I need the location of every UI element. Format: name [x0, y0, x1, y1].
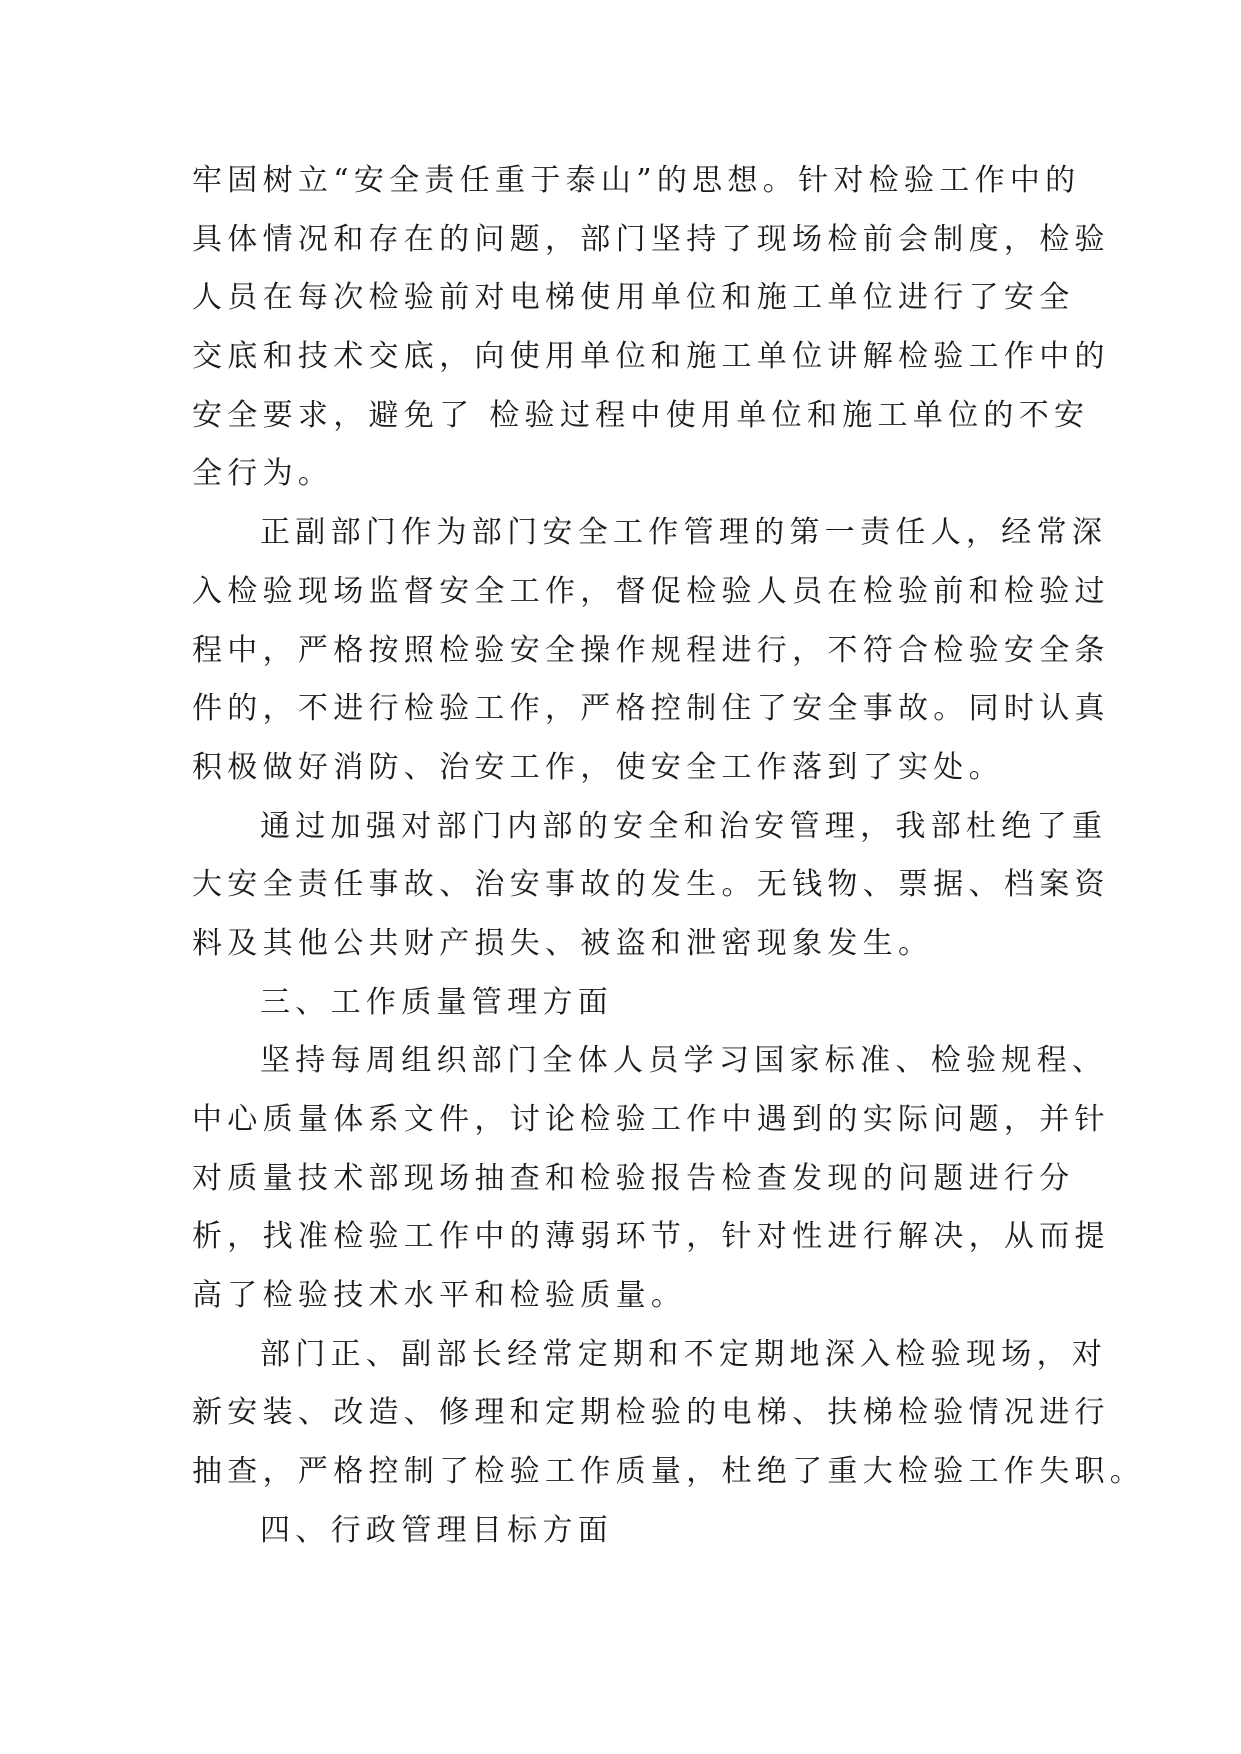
body-line: 安全要求，避免了 检验过程中使用单位和施工单位的不安: [192, 397, 1090, 433]
body-line: 积极做好消防、治安工作，使安全工作落到了实处。: [192, 749, 1004, 785]
body-line: 析，找准检验工作中的薄弱环节，针对性进行解决，从而提: [192, 1219, 1110, 1255]
body-line: 程中，严格按照检验安全操作规程进行，不符合检验安全条: [192, 632, 1110, 668]
body-line: 牢固树立“安全责任重于泰山”的思想。针对检验工作中的: [192, 163, 1081, 198]
body-line: 交底和技术交底，向使用单位和施工单位讲解检验工作中的: [192, 339, 1110, 375]
section-heading: 四、行政管理目标方面: [260, 1512, 613, 1548]
body-line: 料及其他公共财产损失、被盗和泄密现象发生。: [192, 925, 934, 961]
body-line: 对质量技术部现场抽查和检验报告检查发现的问题进行分: [192, 1160, 1075, 1196]
body-line: 高了检验技术水平和检验质量。: [192, 1278, 687, 1314]
body-line: 全行为。: [192, 456, 334, 492]
body-line: 大安全责任事故、治安事故的发生。无钱物、票据、档案资: [192, 867, 1110, 903]
body-line: 抽查，严格控制了检验工作质量，杜绝了重大检验工作失职。: [192, 1454, 1146, 1490]
paragraph-start-line: 部门正、副部长经常定期和不定期地深入检验现场，对: [260, 1336, 1108, 1372]
body-line: 具体情况和存在的问题，部门坚持了现场检前会制度，检验: [192, 221, 1110, 257]
body-line: 新安装、改造、修理和定期检验的电梯、扶梯检验情况进行: [192, 1395, 1110, 1431]
body-line: 人员在每次检验前对电梯使用单位和施工单位进行了安全: [192, 280, 1075, 316]
body-line: 中心质量体系文件，讨论检验工作中遇到的实际问题，并针: [192, 1102, 1110, 1137]
body-line: 件的，不进行检验工作，严格控制住了安全事故。同时认真: [192, 691, 1110, 727]
document-body: [192, 152, 1146, 1561]
paragraph-start-line: 通过加强对部门内部的安全和治安管理，我部杜绝了重: [260, 808, 1108, 844]
paragraph-start-line: 正副部门作为部门安全工作管理的第一责任人，经常深: [260, 515, 1108, 551]
section-heading: 三、工作质量管理方面: [260, 984, 613, 1020]
paragraph-start-line: 坚持每周组织部门全体人员学习国家标准、检验规程、: [260, 1043, 1108, 1079]
body-line: 入检验现场监督安全工作，督促检验人员在检验前和检验过: [192, 573, 1110, 609]
